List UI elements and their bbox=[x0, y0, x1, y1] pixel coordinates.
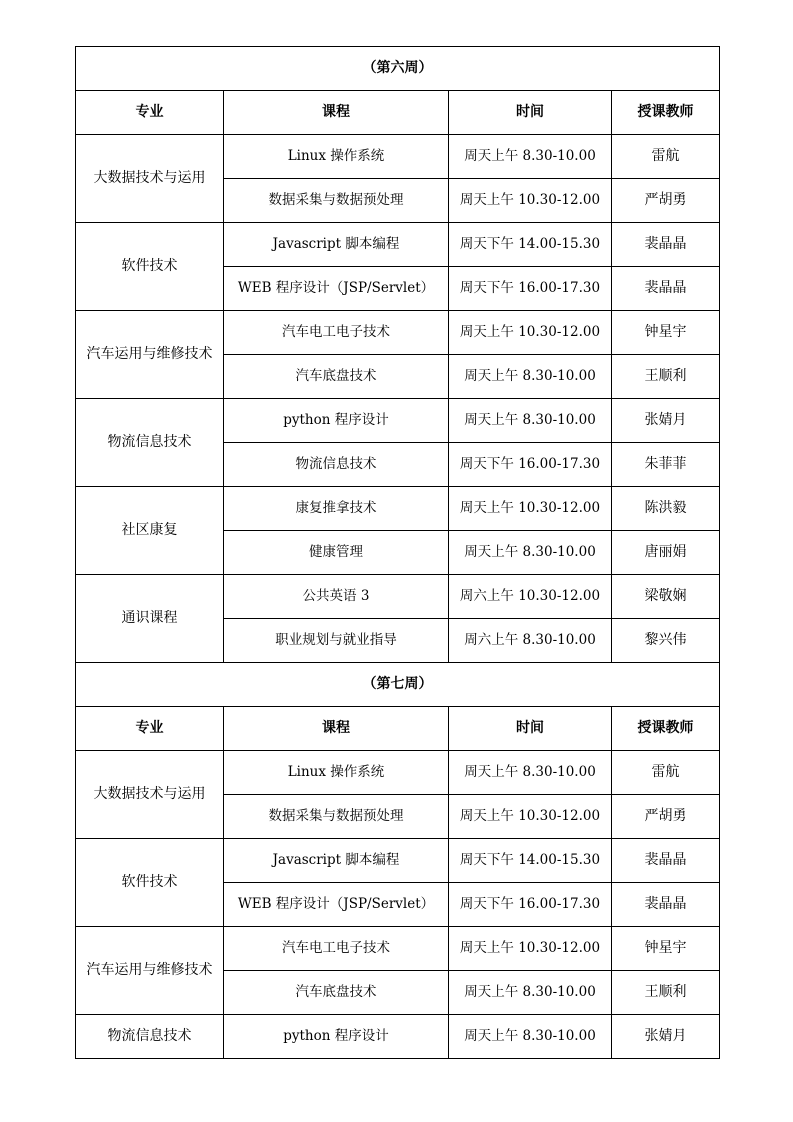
course-cell: 职业规划与就业指导 bbox=[224, 619, 449, 663]
course-cell: python 程序设计 bbox=[224, 1015, 449, 1059]
time-cell: 周天上午 8.30-10.00 bbox=[449, 971, 612, 1015]
major-cell: 汽车运用与维修技术 bbox=[76, 927, 224, 1015]
time-cell: 周天下午 16.00-17.30 bbox=[449, 267, 612, 311]
teacher-cell: 黎兴伟 bbox=[612, 619, 720, 663]
teacher-cell: 唐丽娟 bbox=[612, 531, 720, 575]
teacher-cell: 裴晶晶 bbox=[612, 267, 720, 311]
table-row bbox=[76, 487, 720, 531]
teacher-cell: 张婧月 bbox=[612, 399, 720, 443]
course-cell: 汽车电工电子技术 bbox=[224, 311, 449, 355]
teacher-cell: 严胡勇 bbox=[612, 179, 720, 223]
teacher-cell: 严胡勇 bbox=[612, 795, 720, 839]
major-cell: 大数据技术与运用 bbox=[76, 751, 224, 839]
course-cell: Linux 操作系统 bbox=[224, 135, 449, 179]
header-row bbox=[76, 707, 720, 751]
table-row bbox=[76, 1015, 720, 1059]
header-time: 时间 bbox=[449, 707, 612, 751]
teacher-cell: 钟星宇 bbox=[612, 311, 720, 355]
time-cell: 周天上午 8.30-10.00 bbox=[449, 531, 612, 575]
header-time: 时间 bbox=[449, 91, 612, 135]
time-cell: 周天下午 14.00-15.30 bbox=[449, 839, 612, 883]
teacher-cell: 朱菲菲 bbox=[612, 443, 720, 487]
header-teacher: 授课教师 bbox=[612, 91, 720, 135]
table-row bbox=[76, 927, 720, 971]
teacher-cell: 雷航 bbox=[612, 751, 720, 795]
table-row bbox=[76, 575, 720, 619]
header-row bbox=[76, 91, 720, 135]
course-cell: 物流信息技术 bbox=[224, 443, 449, 487]
time-cell: 周天上午 8.30-10.00 bbox=[449, 399, 612, 443]
header-course: 课程 bbox=[224, 707, 449, 751]
course-cell: Linux 操作系统 bbox=[224, 751, 449, 795]
teacher-cell: 梁敬娴 bbox=[612, 575, 720, 619]
week-title-row bbox=[76, 663, 720, 707]
table-row bbox=[76, 135, 720, 179]
week-title: （第七周） bbox=[76, 663, 720, 707]
week-title: （第六周） bbox=[76, 47, 720, 91]
major-cell: 通识课程 bbox=[76, 575, 224, 663]
table-row bbox=[76, 399, 720, 443]
course-cell: 公共英语 3 bbox=[224, 575, 449, 619]
course-cell: WEB 程序设计（JSP/Servlet） bbox=[224, 267, 449, 311]
time-cell: 周六上午 8.30-10.00 bbox=[449, 619, 612, 663]
major-cell: 物流信息技术 bbox=[76, 399, 224, 487]
schedule-table bbox=[75, 46, 720, 1059]
course-cell: python 程序设计 bbox=[224, 399, 449, 443]
table-row bbox=[76, 751, 720, 795]
time-cell: 周天上午 8.30-10.00 bbox=[449, 1015, 612, 1059]
major-cell: 软件技术 bbox=[76, 839, 224, 927]
major-cell: 社区康复 bbox=[76, 487, 224, 575]
major-cell: 软件技术 bbox=[76, 223, 224, 311]
course-cell: 康复推拿技术 bbox=[224, 487, 449, 531]
teacher-cell: 裴晶晶 bbox=[612, 839, 720, 883]
week-title-row bbox=[76, 47, 720, 91]
course-cell: 数据采集与数据预处理 bbox=[224, 795, 449, 839]
course-cell: 健康管理 bbox=[224, 531, 449, 575]
time-cell: 周六上午 10.30-12.00 bbox=[449, 575, 612, 619]
course-cell: 汽车底盘技术 bbox=[224, 971, 449, 1015]
course-cell: 汽车电工电子技术 bbox=[224, 927, 449, 971]
teacher-cell: 张婧月 bbox=[612, 1015, 720, 1059]
table-row bbox=[76, 839, 720, 883]
time-cell: 周天上午 10.30-12.00 bbox=[449, 487, 612, 531]
schedule-body bbox=[76, 47, 720, 1059]
course-cell: Javascript 脚本编程 bbox=[224, 839, 449, 883]
header-major: 专业 bbox=[76, 91, 224, 135]
major-cell: 汽车运用与维修技术 bbox=[76, 311, 224, 399]
teacher-cell: 雷航 bbox=[612, 135, 720, 179]
time-cell: 周天上午 10.30-12.00 bbox=[449, 179, 612, 223]
major-cell: 物流信息技术 bbox=[76, 1015, 224, 1059]
table-row bbox=[76, 223, 720, 267]
time-cell: 周天下午 14.00-15.30 bbox=[449, 223, 612, 267]
major-cell: 大数据技术与运用 bbox=[76, 135, 224, 223]
time-cell: 周天上午 8.30-10.00 bbox=[449, 751, 612, 795]
course-cell: 汽车底盘技术 bbox=[224, 355, 449, 399]
course-cell: Javascript 脚本编程 bbox=[224, 223, 449, 267]
header-course: 课程 bbox=[224, 91, 449, 135]
teacher-cell: 王顺利 bbox=[612, 355, 720, 399]
time-cell: 周天上午 10.30-12.00 bbox=[449, 311, 612, 355]
table-row bbox=[76, 311, 720, 355]
course-cell: WEB 程序设计（JSP/Servlet） bbox=[224, 883, 449, 927]
teacher-cell: 裴晶晶 bbox=[612, 883, 720, 927]
time-cell: 周天下午 16.00-17.30 bbox=[449, 443, 612, 487]
teacher-cell: 王顺利 bbox=[612, 971, 720, 1015]
header-teacher: 授课教师 bbox=[612, 707, 720, 751]
teacher-cell: 钟星宇 bbox=[612, 927, 720, 971]
time-cell: 周天上午 10.30-12.00 bbox=[449, 927, 612, 971]
time-cell: 周天上午 8.30-10.00 bbox=[449, 135, 612, 179]
teacher-cell: 陈洪毅 bbox=[612, 487, 720, 531]
teacher-cell: 裴晶晶 bbox=[612, 223, 720, 267]
time-cell: 周天下午 16.00-17.30 bbox=[449, 883, 612, 927]
time-cell: 周天上午 10.30-12.00 bbox=[449, 795, 612, 839]
course-cell: 数据采集与数据预处理 bbox=[224, 179, 449, 223]
header-major: 专业 bbox=[76, 707, 224, 751]
time-cell: 周天上午 8.30-10.00 bbox=[449, 355, 612, 399]
